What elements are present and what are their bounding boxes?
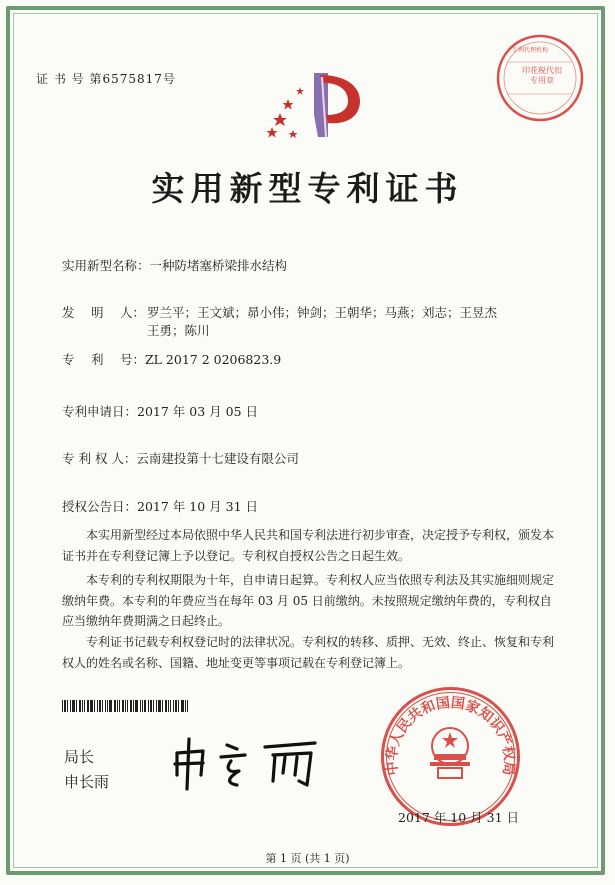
director-signature xyxy=(165,733,335,793)
barcode-bar xyxy=(127,700,128,712)
barcode-bar xyxy=(168,700,169,712)
barcode-bar xyxy=(173,700,174,712)
barcode-bar xyxy=(97,700,98,712)
barcode-bar xyxy=(185,700,186,712)
barcode-bar xyxy=(102,700,103,712)
body-paragraph-3: 专利证书记载专利权登记时的法律状况。专利权的转移、质押、无效、终止、恢复和专利权人的姓名或名称、国籍、地址变更等事项记载在专利登记簿上。 xyxy=(62,635,555,670)
barcode-bar xyxy=(130,700,132,712)
seal-ring-text: 中华人民共和国国家知识产权局 xyxy=(384,695,517,777)
body-paragraph-1: 本实用新型经过本局依照中华人民共和国专利法进行初步审查，决定授予专利权，颁发本证书并在专利登记簿上予以登记。专利权自授权公告之日起生效。 xyxy=(62,528,555,563)
certificate-number: 证 书 号 第6575817号 xyxy=(36,72,176,86)
barcode-bar xyxy=(107,700,108,712)
barcode-bar xyxy=(181,700,184,712)
barcode-bar xyxy=(90,700,93,712)
barcode-bar xyxy=(82,700,83,712)
inventors-label: 发 明 人： xyxy=(62,305,145,320)
barcode-bar xyxy=(99,700,101,712)
barcode-bar xyxy=(122,700,124,712)
barcode-bar xyxy=(67,700,68,712)
barcode-bar xyxy=(165,700,167,712)
barcode-bar xyxy=(187,700,188,712)
cnipa-logo-icon xyxy=(262,65,367,145)
barcode-bar xyxy=(133,700,134,712)
barcode-bar xyxy=(153,700,154,712)
barcode-bar xyxy=(150,700,152,712)
barcode-bar xyxy=(72,700,75,712)
issue-date: 2017 年 10 月 31 日 xyxy=(398,810,519,825)
barcode-bar xyxy=(94,700,95,712)
barcode-bar xyxy=(79,700,81,712)
inventors-line-1: 罗兰平；王文斌；昴小伟；钟剑；王朝华；马燕；刘志；王昱杰 xyxy=(147,305,498,320)
barcode-bar xyxy=(144,700,146,712)
barcode-bar xyxy=(175,700,177,712)
barcode-bar xyxy=(114,700,116,712)
page-number: 第 1 页 (共 1 页) xyxy=(265,852,350,865)
barcode-bar xyxy=(76,700,77,712)
barcode-bar xyxy=(125,700,126,712)
barcode-bar xyxy=(87,700,89,712)
barcode-bar xyxy=(142,700,143,712)
barcode-bar xyxy=(109,700,112,712)
barcode-bar xyxy=(70,700,71,712)
barcode-bar xyxy=(64,700,66,712)
patent-number: 专 利 号：ZL 2017 2 0206823.9 xyxy=(62,352,282,367)
barcode-bar xyxy=(117,700,118,712)
barcode-bar xyxy=(84,700,85,712)
utility-model-name: 实用新型名称：一种防堵塞桥梁排水结构 xyxy=(62,258,288,273)
certificate-title: 实用新型专利证书 xyxy=(151,169,464,208)
barcode-bar xyxy=(62,700,63,712)
agency-seal-ring: 专利代理机构 xyxy=(512,47,549,54)
barcode-bar xyxy=(170,700,171,712)
agency-seal-text: 印花税代扣专用章 xyxy=(522,66,562,85)
barcode xyxy=(62,700,212,712)
patentee: 专 利 权 人：云南建投第十七建设有限公司 xyxy=(62,451,299,466)
barcode-bar xyxy=(156,700,157,712)
barcode-bar xyxy=(178,700,179,712)
body-paragraph-2: 本专利的专利权期限为十年，自申请日起算。专利权人应当依照专利法及其实施细则规定缴纳年费。本专利的年费应当在每年 03 月 05 日前缴纳。未按照规定缴纳年费的，专利权自应当缴纳年费期满之日起终止。 xyxy=(62,573,555,628)
barcode-bar xyxy=(148,700,149,712)
barcode-bar xyxy=(135,700,138,712)
barcode-bar xyxy=(158,700,161,712)
grant-date: 授权公告日：2017 年 10 月 31 日 xyxy=(62,499,259,514)
barcode-bar xyxy=(140,700,141,712)
barcode-bar xyxy=(105,700,106,712)
barcode-bar xyxy=(119,700,120,712)
director-title: 局长 xyxy=(64,748,95,766)
director-name: 申长雨 xyxy=(64,773,110,791)
barcode-bar xyxy=(162,700,163,712)
inventors-line-2: 王勇；陈川 xyxy=(147,323,210,338)
filing-date: 专利申请日：2017 年 03 月 05 日 xyxy=(62,404,259,419)
